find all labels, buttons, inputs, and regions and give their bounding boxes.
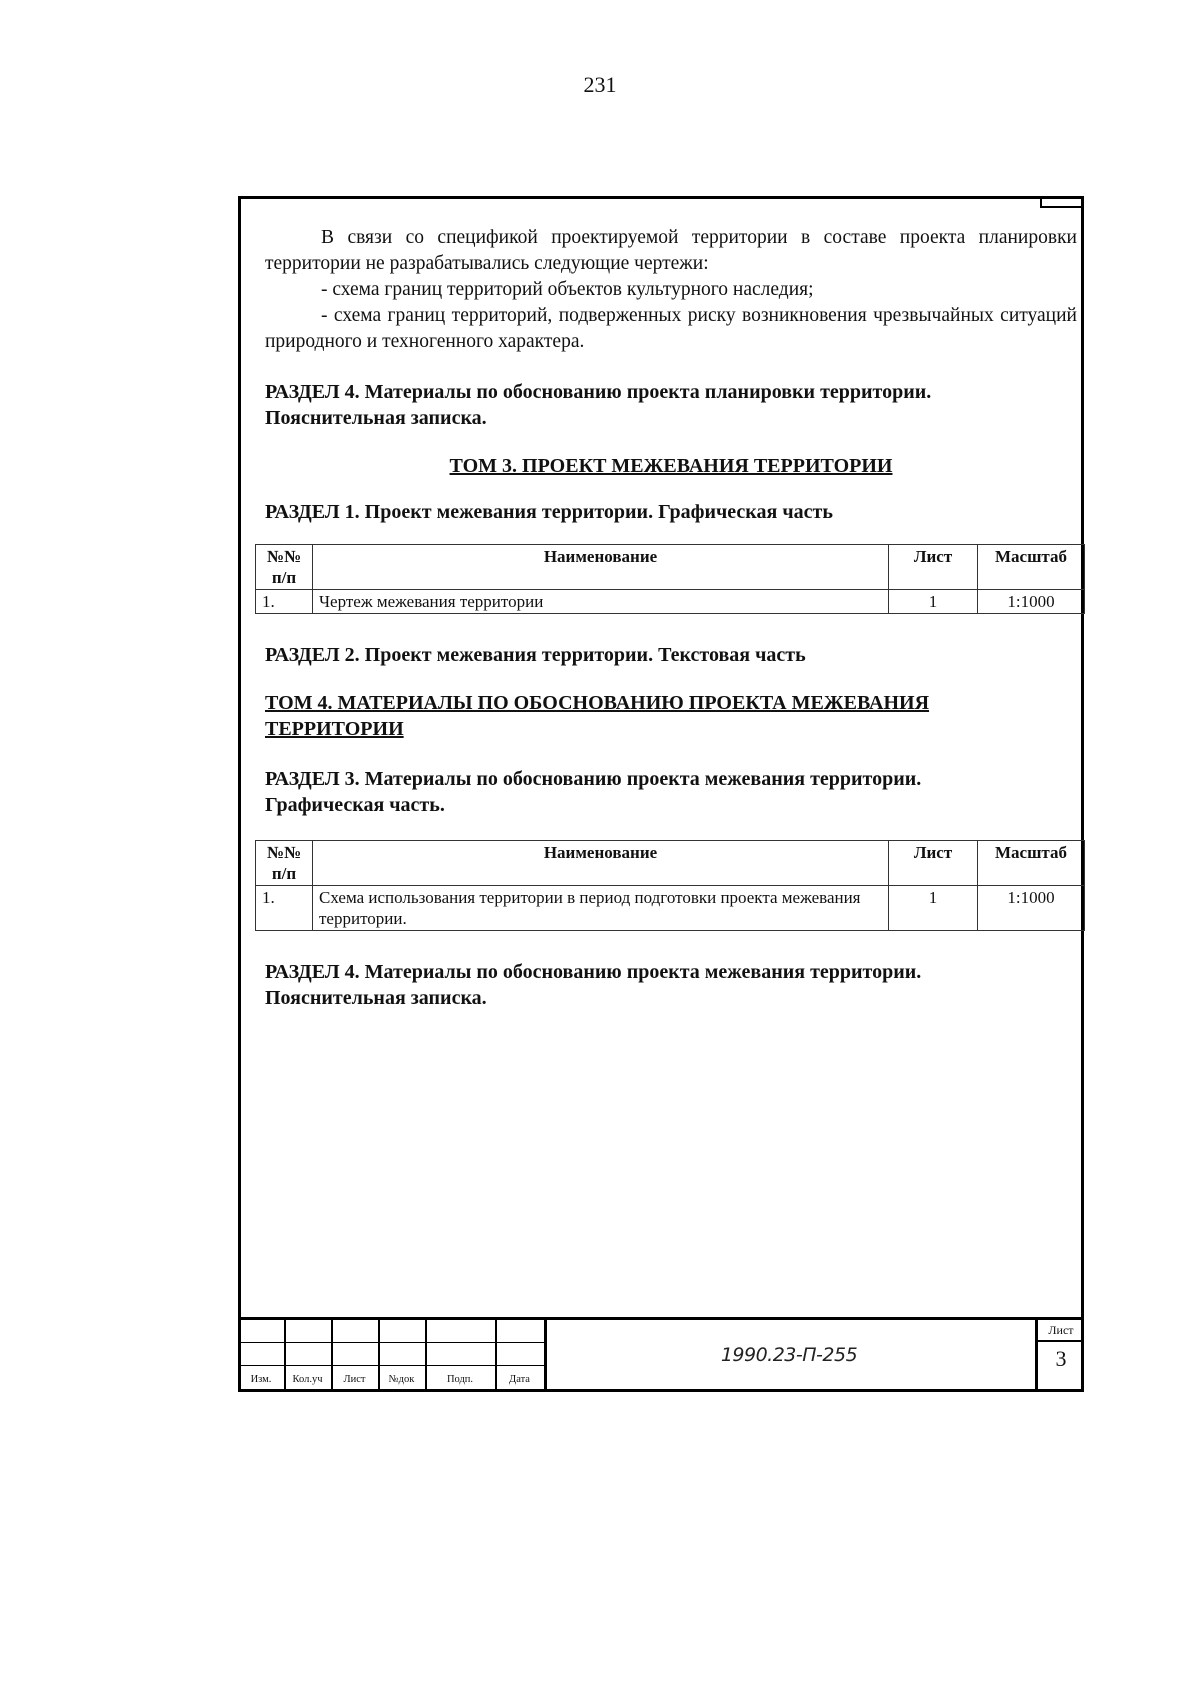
section-heading: РАЗДЕЛ 4. Материалы по обоснованию проекта планировки территории. [265, 381, 932, 403]
cell-sheet: 1 [889, 590, 978, 614]
intro-list-item: - схема границ территорий объектов культурного наследия; [321, 279, 814, 300]
cell-num: 1. [256, 886, 313, 931]
page-number: 231 [583, 72, 617, 97]
document-frame [238, 196, 1084, 1392]
section-heading: РАЗДЕЛ 3. Материалы по обоснованию проекта межевания территории. [265, 768, 922, 790]
section-heading: Графическая часть. [265, 794, 445, 816]
stamp-label-doc-number: №док [388, 1374, 415, 1385]
section-heading: РАЗДЕЛ 1. Проект межевания территории. Графическая часть [265, 501, 833, 523]
table-header-row [256, 841, 1085, 886]
header-name: Наименование [313, 545, 889, 590]
header-scale: Масштаб [978, 841, 1085, 886]
table-row [256, 886, 1085, 931]
drawings-table [255, 544, 1085, 614]
stamp-label-signature: Подп. [446, 1374, 474, 1385]
volume-title: ТОМ 4. МАТЕРИАЛЫ ПО ОБОСНОВАНИЮ ПРОЕКТА МЕЖЕВАНИЯ [265, 692, 930, 714]
sheet-label: Лист [1038, 1323, 1084, 1342]
cell-sheet: 1 [889, 886, 978, 931]
sheet-box [1035, 1320, 1084, 1389]
section-heading: РАЗДЕЛ 2. Проект межевания территории. Текстовая часть [265, 644, 806, 666]
intro-paragraph: В связи со спецификой проектируемой территории в составе проекта планировки территории не разрабатывались следующие чертежи: [265, 227, 1077, 274]
cell-num: 1. [256, 590, 313, 614]
header-num: №№ п/п [256, 545, 313, 590]
cell-scale: 1:1000 [978, 886, 1085, 931]
title-block-grid [238, 1320, 547, 1389]
section-heading: Пояснительная записка. [265, 407, 487, 429]
stamp-label-sheet: Лист [343, 1374, 366, 1385]
volume-title: ТЕРРИТОРИИ [265, 718, 404, 740]
title-block [238, 1317, 1084, 1392]
stamp-label-change: Изм. [250, 1374, 272, 1385]
volume-title: ТОМ 3. ПРОЕКТ МЕЖЕВАНИЯ ТЕРРИТОРИИ [449, 455, 893, 477]
header-name: Наименование [313, 841, 889, 886]
cell-name: Схема использования территории в период подготовки проекта межевания территории. [313, 886, 889, 931]
table-row [256, 590, 1085, 614]
header-sheet: Лист [889, 545, 978, 590]
frame-corner-tab [1040, 196, 1084, 208]
header-sheet: Лист [889, 841, 978, 886]
section-heading: РАЗДЕЛ 4. Материалы по обоснованию проекта межевания территории. [265, 961, 922, 983]
table-header-row [256, 545, 1085, 590]
header-scale: Масштаб [978, 545, 1085, 590]
stamp-label-count: Кол.уч [292, 1374, 323, 1385]
intro-list-item: - схема границ территорий, подверженных риску возникновения чрезвычайных ситуаций природного и техногенного характера. [265, 305, 1077, 352]
document-code: 1990.23-П-255 [720, 1343, 858, 1366]
cell-name: Чертеж межевания территории [313, 590, 889, 614]
cell-scale: 1:1000 [978, 590, 1085, 614]
document-body [262, 225, 1077, 1011]
section-heading: Пояснительная записка. [265, 987, 487, 1009]
header-num: №№ п/п [256, 841, 313, 886]
sheet-number: 3 [1055, 1346, 1067, 1371]
stamp-label-date: Дата [509, 1374, 530, 1385]
drawings-table [255, 840, 1085, 931]
